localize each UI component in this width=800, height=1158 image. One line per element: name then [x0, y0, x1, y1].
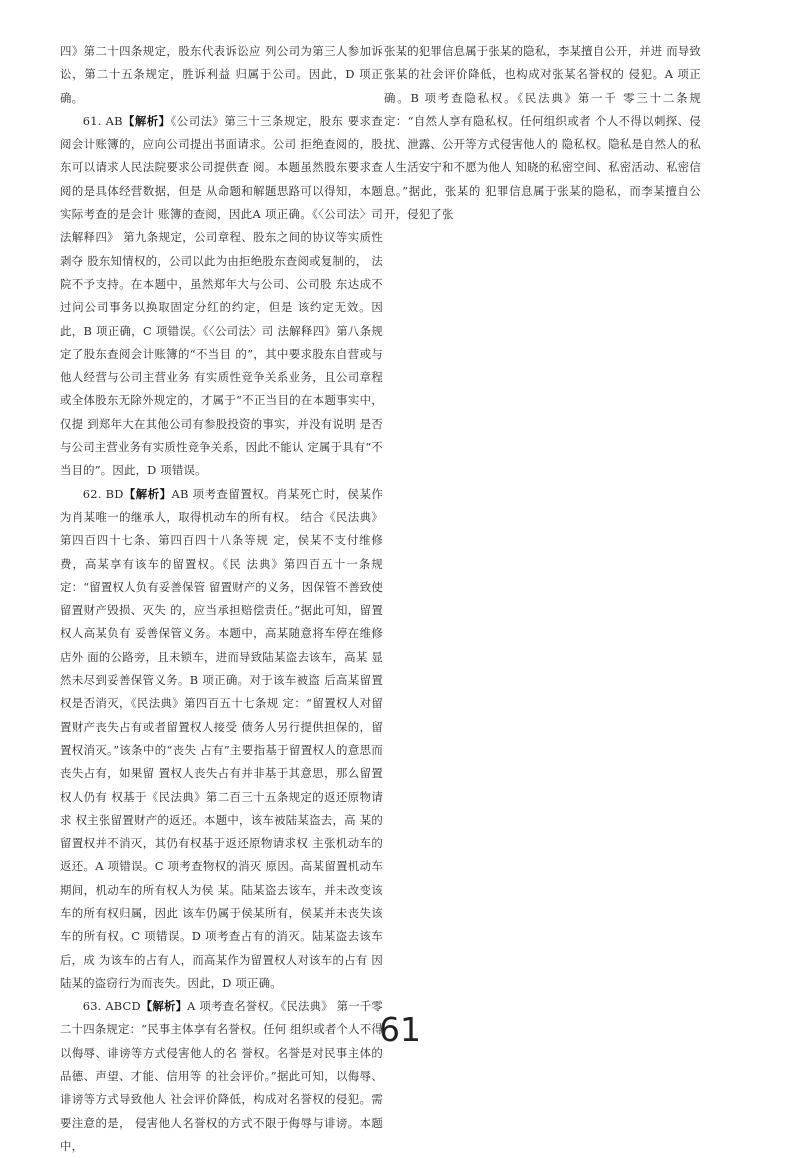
right-continuation-paragraph: 张某的犯罪信息属于张某的隐私，李某擅自公开，并进 而导致张某的社会评价降低，也构成对张某名誉权的 侵犯。A 项正确。B 项考查隐私权。《民法典》第一千 零三十二条规定：“自然人享有隐私权。任何组织或者 个人不得以刺探、侵扰、泄露、公开等方式侵害他人的 隐私权。隐私是自然人的私人生活安宁和不愿为他人 知晓的私密空间、私密活动、私密信息。”据此，张某的 犯罪信息属于张某的隐私，而李某擅自公开，侵犯了张: [384, 44, 701, 222]
answer-61-tag: 【解析】: [122, 113, 171, 128]
answer-62-tag: 【解析】: [123, 486, 172, 501]
left-continuation-paragraph: 四》第二十四条规定，股东代表诉讼应 列公司为第三人参加诉讼，第二十五条规定，胜诉利益 归属于公司。因此，D 项正确。: [60, 44, 383, 105]
answer-62-text: AB 项考查留置权。肖某死亡时，侯某作为肖某唯一的继承人，取得机动车的所有权。 结合《民法典》第四百四十七条、第四百四十八条等规 定，侯某不支付维修费，高某享有该车的留置权。《民 法典》第四百五十一条规定：“留置权人负有妥善保管 留置财产的义务，因保管不善致使留置财产毁损、灭失 的，应当承担赔偿责任。”据此可知，留置权人高某负有 妥善保管义务。本题中，高某随意将车停在维修店外 面的公路旁，且未锁车，进而导致陆某盗去该车，高某 显然未尽到妥善保管义务。B 项正确。对于该车被盗 后高某留置权是否消灭，《民法典》第四百五十七条规 定：“留置权人对留置财产丧失占有或者留置权人接受 债务人另行提供担保的，留置权消灭。”该条中的“丧失 占有”主要指基于留置权人的意思而丧失占有，如果留 置权人丧失占有并非基于其意思，那么留置权人仍有 权基于《民法典》第二百三十五条规定的返还原物请求 权主张留置财产的返还。本题中，该车被陆某盗去，高 某的留置权并不消灭，其仍有权基于返还原物请求权 主张机动车的返还。A 项错误。C 项考查物权的消灭 原因。高某留置机动车期间，机动车的所有权人为侯 某。陆某盗去该车，并未改变该车的所有权归属，因此 该车仍属于侯某所有，侯某并未丧失该车的所有权。C 项错误。D 项考查占有的消灭。陆某盗去该车后，成 为该车的占有人，而高某作为留置权人对该车的占有 因陆某的盗窃行为而丧失。因此，D 项正确。: [60, 486, 383, 990]
answer-63-number: 63. ABCD: [82, 999, 141, 1014]
answer-61-text: 《公司法》第三十三条规定，股东 要求查阅会计账簿的，应向公司提出书面请求。公司 拒绝查阅的，股东可以请求人民法院要求公司提供查 阅。本题虽然股东要求查阅的是具体经营数据，但是 从命题和解题思路可以得知，本题实际考查的是会计 账簿的查阅，因此A 项正确。《〈公司法〉司法解释四》 第九条规定，公司章程、股东之间的协议等实质性剥夺 股东知情权的，公司以此为由拒绝股东查阅或复制的， 法院不予支持。在本题中，虽然郑年大与公司、公司股 东达成不过问公司事务以换取固定分红的约定，但是 该约定无效。因此，B 项正确，C 项错误。《〈公司法〉司 法解释四》第八条规定了股东查阅会计账簿的“不当目 的”，其中要求股东自营或与他人经营与公司主营业务 有实质性竞争关系业务，且公司章程或全体股东无除外规定的，才属于“不正当目的在本题事实中，仅提 到郑年大在其他公司有参股投资的事实，并没有说明 是否与公司主营业务有实质性竞争关系，因此不能认 定属于具有“不当目的”。因此，D 项错误。: [60, 113, 383, 478]
page-number: 61: [379, 1010, 421, 1049]
answer-63-text: A 项考查名誉权。《民法典》 第一千零二十四条规定：“民事主体享有名誉权。任何 组织或者个人不得以侮辱、诽谤等方式侵害他人的名 誉权。名誉是对民事主体的品德、声望、才能、信用等 的社会评价。”据此可知，以侮辱、诽谤等方式导致他人 社会评价降低，构成对名誉权的侵犯。需要注意的是， 侵害他人名誉权的方式不限于侮辱与诽谤。本题中，: [60, 999, 383, 1153]
answer-62-paragraph: [60, 483, 383, 996]
answer-63-tag: 【解析】: [140, 999, 188, 1014]
right-column: [384, 40, 701, 226]
answer-62-number: 62. BD: [82, 486, 124, 501]
left-column: [60, 40, 383, 1158]
answer-61-paragraph: [60, 110, 383, 483]
answer-61-number: 61. AB: [82, 113, 123, 128]
